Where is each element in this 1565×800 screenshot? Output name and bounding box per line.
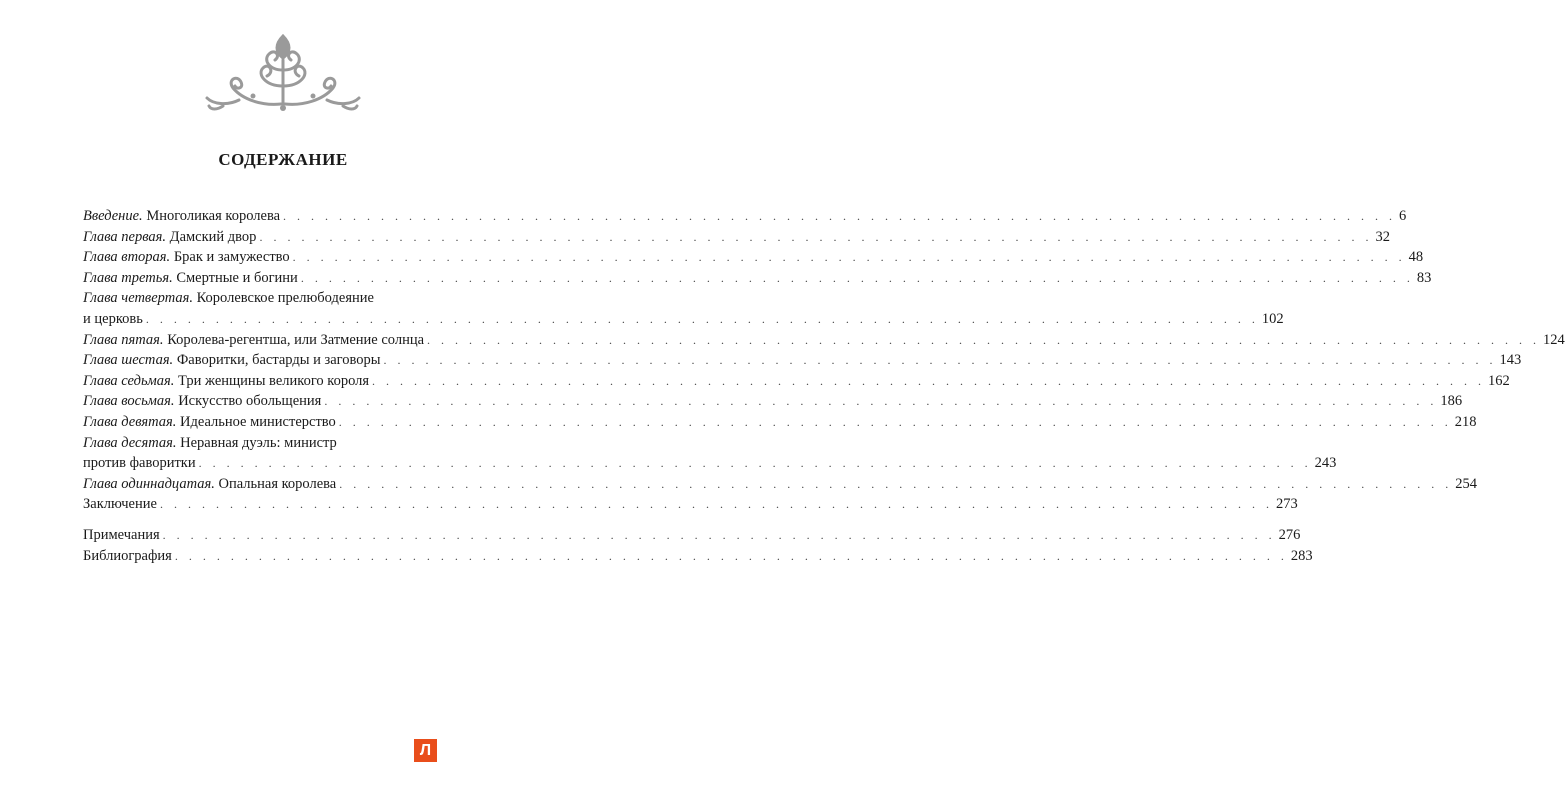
toc-page-number: 243 [1314,455,1337,472]
toc-entry[interactable] [83,391,1463,412]
toc-entry-label [83,433,337,454]
toc-chapter-title: Идеальное министерство [176,413,336,430]
toc-entry[interactable] [83,247,1424,268]
toc-entry-label [83,350,380,371]
toc-chapter-title: Королева-регентша, или Затмение солнца [163,331,425,348]
toc-chapter-title: и церковь [83,310,143,327]
toc-page-number: 102 [1261,310,1284,327]
toc-chapter-number: Глава первая. [83,228,167,245]
toc-page-number: 273 [1275,496,1298,513]
toc-entry[interactable] [83,494,1298,515]
toc-chapter-title: Искусство обольщения [174,393,322,410]
toc-leader-dots: . . . . . . . . . . . . . . . . . . . . . . . . . . . . . . . . . . . . . . . . . . . . . . . . . . . . . . . . . . . . . . . . . . . . . . . . . . . . . . . . [427,332,1541,347]
toc-chapter-title: Смертные и богини [172,269,298,286]
toc-page-number: 186 [1440,393,1463,410]
toc-chapter-number: Введение. [83,208,143,224]
toc-chapter-title: Брак и замужество [170,249,290,266]
toc-leader-dots: . . . . . . . . . . . . . . . . . . . . . . . . . . . . . . . . . . . . . . . . . . . . . . . . . . . . . . . . . . . . . . . . . . . . . . . . . . . . . . . . [259,229,1373,244]
toc-entry-label [83,474,336,495]
toc-chapter-number: Глава четвертая. [83,290,193,307]
toc-leader-dots: . . . . . . . . . . . . . . . . . . . . . . . . . . . . . . . . . . . . . . . . . . . . . . . . . . . . . . . . . . . . . . . . . . . . . . . . . . . . . . . . [198,456,1312,471]
toc-entry[interactable] [83,206,1407,227]
toc-chapter-title: Дамский двор [166,228,257,245]
toc-entry[interactable] [83,371,1510,392]
toc-chapter-title: Неравная дуэль: министр [176,434,337,451]
toc-page-number: 32 [1375,228,1390,245]
toc-chapter-number: Глава девятая. [83,413,177,430]
toc-page-number: 218 [1454,413,1477,430]
toc-entry-label [83,412,336,433]
toc-entry[interactable] [83,288,470,309]
toc-entry-label [83,330,424,351]
toc-leader-dots: . . . . . . . . . . . . . . . . . . . . . . . . . . . . . . . . . . . . . . . . . . . . . . . . . . . . . . . . . . . . . . . . . . . . . . . . . . . . . . . . [159,497,1273,512]
toc-page-number: 283 [1290,547,1313,564]
toc-page-number: 162 [1488,372,1510,389]
toc-leader-dots: . . . . . . . . . . . . . . . . . . . . . . . . . . . . . . . . . . . . . . . . . . . . . . . . . . . . . . . . . . . . . . . . . . . . . . . . . . . . . . . . [372,373,1486,388]
toc-leader-dots: . . . . . . . . . . . . . . . . . . . . . . . . . . . . . . . . . . . . . . . . . . . . . . . . . . . . . . . . . . . . . . . . . . . . . . . . . . . . . . . . [300,270,1414,285]
toc-chapter-title: против фаворитки [83,455,196,472]
toc-leader-dots: . . . . . . . . . . . . . . . . . . . . . . . . . . . . . . . . . . . . . . . . . . . . . . . . . . . . . . . . . . . . . . . . . . . . . . . . . . . . . . . . [338,414,1452,429]
publisher-logo-letter: Л [419,742,432,759]
toc-leader-dots: . . . . . . . . . . . . . . . . . . . . . . . . . . . . . . . . . . . . . . . . . . . . . . . . . . . . . . . . . . . . . . . . . . . . . . . . . . . . . . . . [283,209,1397,223]
toc-leader-dots: . . . . . . . . . . . . . . . . . . . . . . . . . . . . . . . . . . . . . . . . . . . . . . . . . . . . . . . . . . . . . . . . . . . . . . . . . . . . . . . . [174,548,1288,563]
toc-entry[interactable] [83,546,1313,567]
toc-chapter-number: Глава шестая. [83,352,174,369]
toc-entry-label [83,546,172,567]
toc-entry[interactable] [83,309,1284,330]
toc-page-number: 276 [1278,526,1301,543]
toc-entry[interactable] [83,330,1565,351]
page-title: СОДЕРЖАНИЕ [218,150,348,169]
toc-leader-dots: . . . . . . . . . . . . . . . . . . . . . . . . . . . . . . . . . . . . . . . . . . . . . . . . . . . . . . . . . . . . . . . . . . . . . . . . . . . . . . . . [162,527,1276,542]
toc-page-number: 6 [1399,208,1407,224]
toc-entry[interactable] [83,474,1477,495]
toc-chapter-title: Королевское прелюбодеяние [192,290,374,307]
toc-entry-label [83,247,290,268]
toc-entry-label [83,494,157,515]
toc-entry[interactable] [83,525,1301,546]
toc-page-number: 254 [1455,475,1477,492]
toc-page-number: 124 [1543,331,1565,348]
toc-entry[interactable] [83,350,1522,371]
toc-chapter-title: Опальная королева [214,475,337,492]
toc-leader-dots: . . . . . . . . . . . . . . . . . . . . . . . . . . . . . . . . . . . . . . . . . . . . . . . . . . . . . . . . . . . . . . . . . . . . . . . . . . . . . . . . [339,476,1453,491]
toc-chapter-number: Глава вторая. [83,249,171,266]
toc-gap [83,515,470,525]
toc-chapter-number: Глава седьмая. [83,372,175,389]
toc-entry[interactable] [83,453,1337,474]
table-of-contents [83,206,1565,566]
toc-entry-label [83,525,160,546]
publisher-logo [414,739,437,762]
toc-entry-label [83,453,196,474]
toc-entry-label [83,309,143,330]
toc-leader-dots: . . . . . . . . . . . . . . . . . . . . . . . . . . . . . . . . . . . . . . . . . . . . . . . . . . . . . . . . . . . . . . . . . . . . . . . . . . . . . . . . [324,394,1438,409]
toc-chapter-number: Глава одиннадцатая. [83,475,215,492]
toc-chapter-title: Заключение [83,496,157,513]
toc-chapter-title: Фаворитки, бастарды и заговоры [173,352,381,369]
toc-entry-label [83,206,280,227]
toc-entry[interactable] [83,433,470,454]
toc-chapter-number: Глава десятая. [83,434,177,451]
toc-chapter-number: Глава третья. [83,269,173,286]
decorative-ornament-icon [203,30,363,114]
toc-leader-dots: . . . . . . . . . . . . . . . . . . . . . . . . . . . . . . . . . . . . . . . . . . . . . . . . . . . . . . . . . . . . . . . . . . . . . . . . . . . . . . . . [292,250,1406,265]
toc-entry-label [83,391,321,412]
toc-leader-dots: . . . . . . . . . . . . . . . . . . . . . . . . . . . . . . . . . . . . . . . . . . . . . . . . . . . . . . . . . . . . . . . . . . . . . . . . . . . . . . . . [145,311,1259,326]
toc-entry[interactable] [83,227,1390,248]
toc-chapter-title: Примечания [83,526,160,543]
toc-entry[interactable] [83,412,1477,433]
toc-chapter-number: Глава пятая. [83,331,164,348]
toc-page-number: 143 [1499,352,1522,369]
toc-leader-dots: . . . . . . . . . . . . . . . . . . . . . . . . . . . . . . . . . . . . . . . . . . . . . . . . . . . . . . . . . . . . . . . . . . . . . . . . . . . . . . . . [383,353,1497,368]
toc-page-number: 83 [1416,269,1432,286]
toc-entry-label [83,268,298,289]
toc-entry[interactable] [83,268,1432,289]
toc-entry-label [83,371,369,392]
toc-chapter-title: Библиография [83,547,172,564]
toc-chapter-title: Три женщины великого короля [174,372,370,389]
toc-entry-label [83,288,374,309]
toc-chapter-title: Многоликая королева [142,208,281,224]
toc-page-number: 48 [1408,249,1424,266]
toc-chapter-number: Глава восьмая. [83,393,175,410]
toc-entry-label [83,227,256,248]
